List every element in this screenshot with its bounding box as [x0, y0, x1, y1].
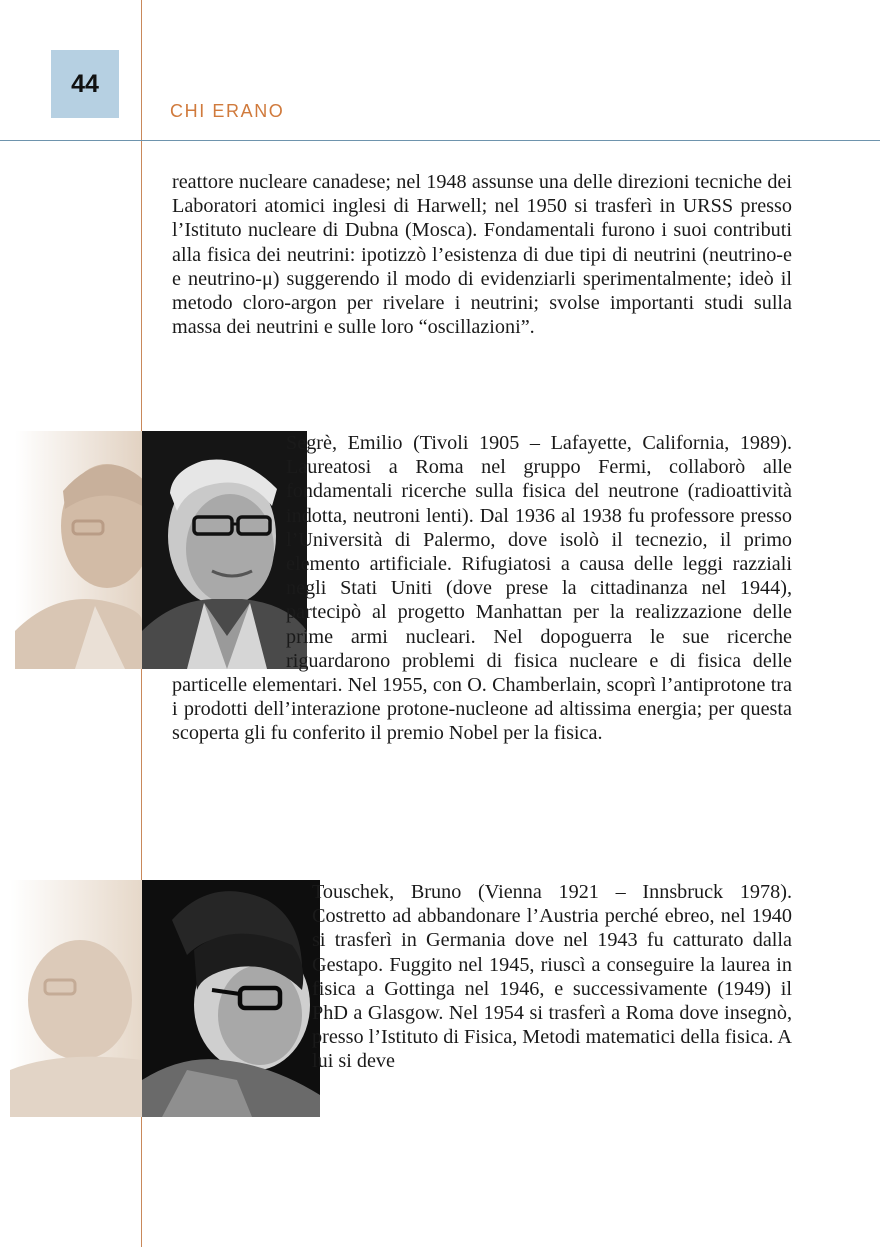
- touschek-bio-text: Touschek, Bruno (Vienna 1921 – Innsbruck 1978). Costretto ad abbandonare l’Austria perché ebreo, nel 1940 si trasferì in Germania dove nel 1943 fu catturato dalla Gestapo. Fuggito nel 1945, riuscì a conseguire la laurea in fisica a Gottinga nel 1946, e successivamente (1949) il PhD a Glasgow. Nel 1954 si trasferì a Roma dove insegnò, presso l’Istituto di Fisica, Metodi matematici della fisica. A lui si deve: [312, 881, 792, 1073]
- segre-bio: [172, 431, 792, 746]
- segre-faded-photo: [15, 431, 142, 669]
- touschek-bio: [172, 880, 792, 1120]
- pontecorvo-bio-continuation: reattore nucleare canadese; nel 1948 assunse una delle direzioni tecniche dei Laboratori atomici inglesi di Harwell; nel 1950 si trasferì in URSS presso l’Istituto nucleare di Dubna (Mosca). Fondamentali furono i suoi contributi alla fisica dei neutrini: ipotizzò l’esistenza di due tipi di neutrini (neutrino-e e neutrino-μ) suggerendo il modo di evidenziarli sperimentalmente; ideò il metodo cloro-argon per rivelare i neutrini; svolse importanti studi sulla massa dei neutrini e sulle loro “oscillazioni”.: [172, 171, 792, 339]
- page-number: 44: [51, 50, 119, 118]
- photo-spacer: [142, 431, 286, 671]
- touschek-faded-photo: [10, 880, 142, 1117]
- segre-bio-text: Segrè, Emilio (Tivoli 1905 – Lafayette, California, 1989). Laureatosi a Roma nel gruppo Fermi, collaborò alle fondamentali ricerche sulla fisica del neutrone (radioattività indotta, neutroni lenti). Dal 1936 al 1938 fu professore presso l’Università di Palermo, dove isolò il tecnezio, il primo elemento artificiale. Rifugiatosi a causa delle leggi razziali negli Stati Uniti (dove prese la cittadinanza nel 1944), partecipò al progetto Manhattan per la realizzazione delle prime armi nucleari. Nel dopoguerra le sue ricerche riguardarono problemi di fisica nucleare e di fisica delle particelle elementari. Nel 1955, con O. Chamberlain, scoprì l’antiprotone tra i prodotti dell’interazione protone-nucleone ad altissima energia; per questa scoperta gli fu conferito il premio Nobel per la fisica.: [172, 432, 792, 745]
- running-title: CHI ERANO: [170, 101, 285, 121]
- photo-spacer: [142, 880, 312, 1120]
- header-rule: [0, 140, 880, 141]
